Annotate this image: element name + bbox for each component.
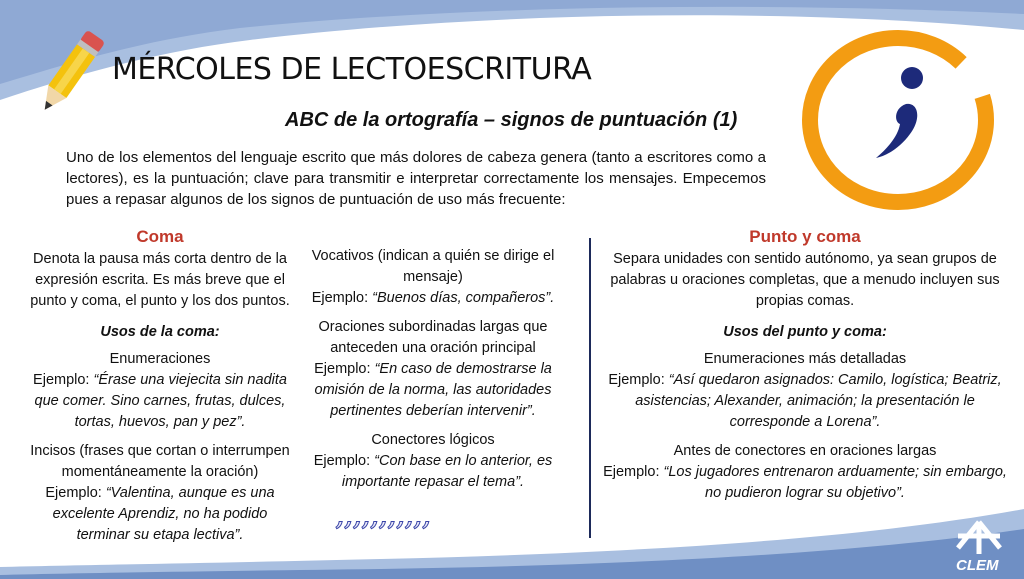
coma-uses-column xyxy=(306,246,560,493)
semicolon-logo-icon xyxy=(790,22,1005,217)
conectores-title: Conectores lógicos xyxy=(371,432,495,448)
punto-y-coma-conectores-title: Antes de conectores en oraciones largas xyxy=(673,443,937,459)
punto-y-coma-heading: Punto y coma xyxy=(749,227,861,246)
coma-incisos-title: Incisos (frases que cortan o interrumpen momentáneamente la oración) xyxy=(30,443,290,480)
pencil-icon xyxy=(30,22,115,117)
page-title: MÉRCOLES DE LECTOESCRITURA xyxy=(112,52,592,87)
page-subtitle: ABC de la ortografía – signos de puntuación (1) xyxy=(285,109,738,131)
vocativos-title: Vocativos (indican a quién se dirige el mensaje) xyxy=(311,248,555,285)
conectores-example xyxy=(306,451,560,493)
punto-y-coma-enum-example xyxy=(600,370,1010,433)
example-label: Ejemplo: xyxy=(313,453,375,469)
example-label: Ejemplo: xyxy=(603,464,664,480)
example-text: “Así quedaron asignados: Camilo, logística; Beatriz, asistencias; Alexander, animación; la presentación le corresponde a Lorena”. xyxy=(635,372,1002,430)
coma-column xyxy=(30,226,290,546)
example-label: Ejemplo: xyxy=(33,372,94,388)
column-divider xyxy=(589,238,591,538)
example-label: Ejemplo: xyxy=(45,485,106,501)
example-text: “Érase una viejecita sin nadita que comer. Sino carnes, frutas, dulces, tortas, huevos, pan y pez”. xyxy=(34,372,287,430)
punto-y-coma-uses-heading: Usos del punto y coma: xyxy=(723,324,887,340)
subordinadas-title: Oraciones subordinadas largas que anteceden una oración principal xyxy=(318,319,548,356)
coma-incisos-example xyxy=(30,483,290,546)
clem-label: CLEM xyxy=(956,557,999,574)
example-text: “Valentina, aunque es una excelente Aprendiz, no ha podido terminar su etapa lectiva”. xyxy=(52,485,275,543)
subordinadas-example xyxy=(306,359,560,422)
punto-y-coma-enum-title: Enumeraciones más detalladas xyxy=(703,351,907,367)
coma-description: Denota la pausa más corta dentro de la expresión escrita. Es más breve que el punto y coma, el punto y los dos puntos. xyxy=(30,251,290,309)
example-label: Ejemplo: xyxy=(311,290,373,306)
example-text: “Con base en lo anterior, es importante repasar el tema”. xyxy=(341,453,553,490)
decorative-comma-row: ,,,,,,,,,,, xyxy=(336,505,432,531)
example-text: “En caso de demostrarse la omisión de la norma, las autoridades pertinentes deberían intervenir”. xyxy=(314,361,552,419)
coma-enum-example xyxy=(30,370,290,433)
coma-heading: Coma xyxy=(136,227,184,246)
example-label: Ejemplo: xyxy=(314,361,375,377)
punto-y-coma-column xyxy=(600,226,1010,504)
example-text: “Buenos días, compañeros”. xyxy=(372,290,555,306)
sena-label: SENA xyxy=(948,500,990,517)
coma-enum-title: Enumeraciones xyxy=(109,351,211,367)
example-text: “Los jugadores entrenaron arduamente; sin embargo, no pudieron lograr su objetivo”. xyxy=(663,464,1007,501)
punto-y-coma-description: Separa unidades con sentido autónomo, ya sean grupos de palabras u oraciones completas, que a menudo incluyen sus propias comas. xyxy=(610,251,1000,309)
intro-paragraph: Uno de los elementos del lenguaje escrito que más dolores de cabeza genera (tanto a escritores como a lectores), es la puntuación; clave para transmitir e interpretar correctamente los mensajes. Empecemos pues a repasar algunos de los signos de puntuación de uso más frecuente: xyxy=(66,149,766,208)
vocativos-example xyxy=(306,288,560,309)
example-label: Ejemplo: xyxy=(608,372,669,388)
coma-uses-heading: Usos de la coma: xyxy=(100,324,220,340)
